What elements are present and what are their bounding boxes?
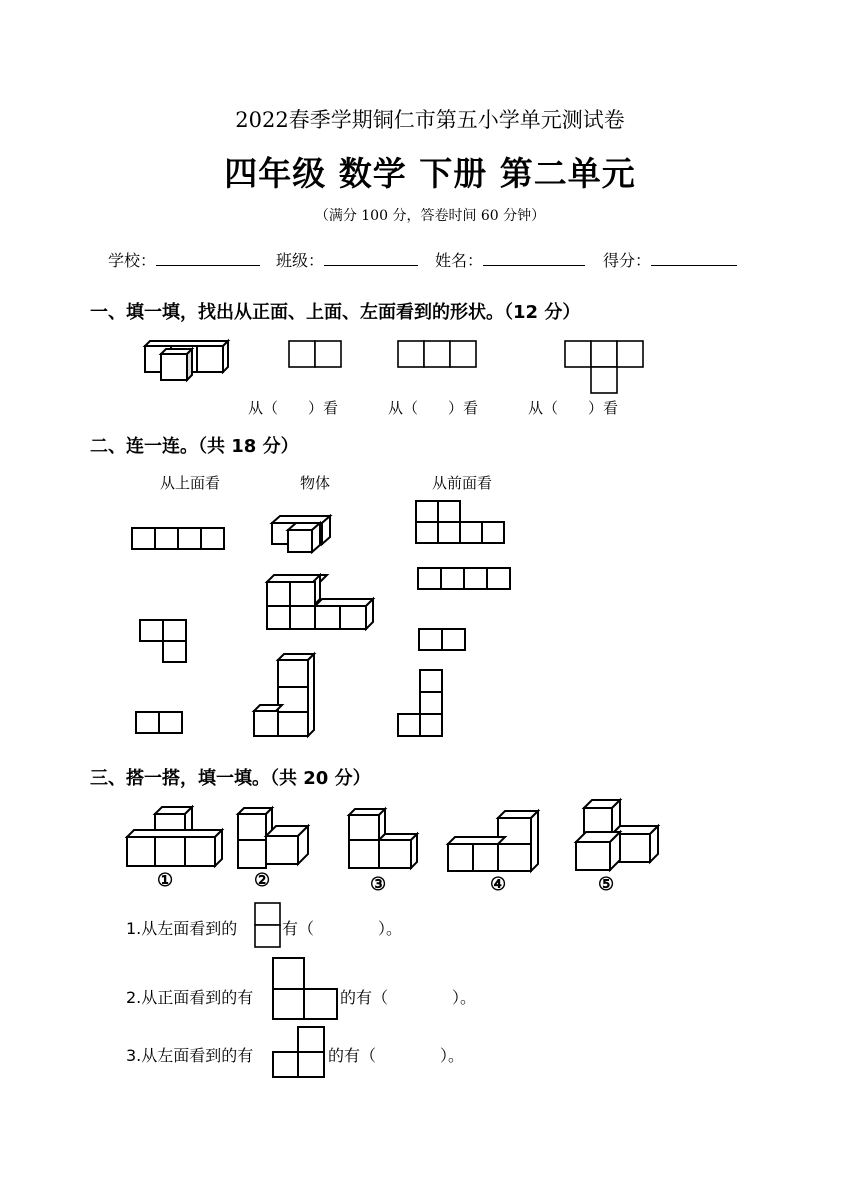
exam-info: （满分 100 分，答卷时间 60 分钟） (314, 208, 546, 224)
column-label-top-view: 从上面看 (160, 474, 221, 492)
field-class (276, 248, 418, 271)
object-tower-cubes (252, 652, 314, 740)
name-blank[interactable] (483, 264, 585, 266)
object-three-cubes (270, 513, 340, 557)
section1-view-three-squares (397, 340, 482, 370)
section1-view-two-squares (288, 340, 348, 370)
field-name (435, 248, 585, 271)
section1-object-figure (140, 335, 240, 385)
question-1-suffix[interactable]: 有（ ）。 (282, 919, 403, 938)
figure-3 (345, 804, 423, 872)
school-blank[interactable] (156, 264, 260, 266)
class-blank[interactable] (324, 264, 418, 266)
front-view-tower-shape (396, 669, 451, 739)
field-name-label: 姓名： (435, 251, 484, 270)
front-view-four-squares (417, 567, 517, 593)
school-line: 2022春季学期铜仁市第五小学单元测试卷 (235, 108, 625, 132)
top-view-four-squares (131, 527, 231, 553)
figure-2 (234, 804, 314, 876)
field-class-label: 班级： (276, 251, 325, 270)
top-view-l-shape (139, 619, 194, 667)
question-3-shape (271, 1025, 331, 1081)
section3-heading: 三、搭一搭，填一填。（共 20 分） (90, 768, 371, 789)
section2-heading: 二、连一连。（共 18 分） (90, 436, 299, 457)
figure-5 (574, 796, 662, 872)
figure-4 (446, 806, 546, 876)
column-label-object: 物体 (300, 474, 331, 492)
figure-label-5: ⑤ (598, 874, 615, 895)
section1-blank-2[interactable]: 从（ ）看 (388, 399, 479, 417)
question-2-prefix: 2.从正面看到的有 (126, 988, 254, 1007)
object-six-cubes (265, 572, 377, 632)
section1-view-t-shape (564, 340, 649, 398)
figure-1 (125, 800, 229, 872)
field-school-label: 学校： (108, 251, 157, 270)
question-2-shape (271, 956, 341, 1022)
question-3-prefix: 3.从左面看到的有 (126, 1046, 254, 1065)
front-view-two-squares (418, 628, 473, 654)
field-school (108, 248, 260, 271)
score-blank[interactable] (651, 264, 737, 266)
front-view-step-shape (415, 500, 515, 548)
question-1-prefix: 1.从左面看到的 (126, 919, 238, 938)
question-3-suffix[interactable]: 的有（ ）。 (328, 1046, 465, 1065)
question-1-shape (254, 902, 284, 950)
section1-heading: 一、填一填，找出从正面、上面、左面看到的形状。（12 分） (90, 302, 581, 323)
figure-label-3: ③ (370, 874, 387, 895)
section1-blank-1[interactable]: 从（ ）看 (248, 399, 339, 417)
page-title: 四年级 数学 下册 第二单元 (224, 154, 636, 193)
field-score-label: 得分： (603, 251, 652, 270)
field-score (603, 248, 737, 271)
figure-label-1: ① (157, 870, 174, 891)
question-2-suffix[interactable]: 的有（ ）。 (340, 988, 477, 1007)
column-label-front-view: 从前面看 (432, 474, 493, 492)
top-view-two-squares (135, 711, 190, 737)
section1-blank-3[interactable]: 从（ ）看 (528, 399, 619, 417)
figure-label-2: ② (254, 870, 271, 891)
figure-label-4: ④ (490, 874, 507, 895)
